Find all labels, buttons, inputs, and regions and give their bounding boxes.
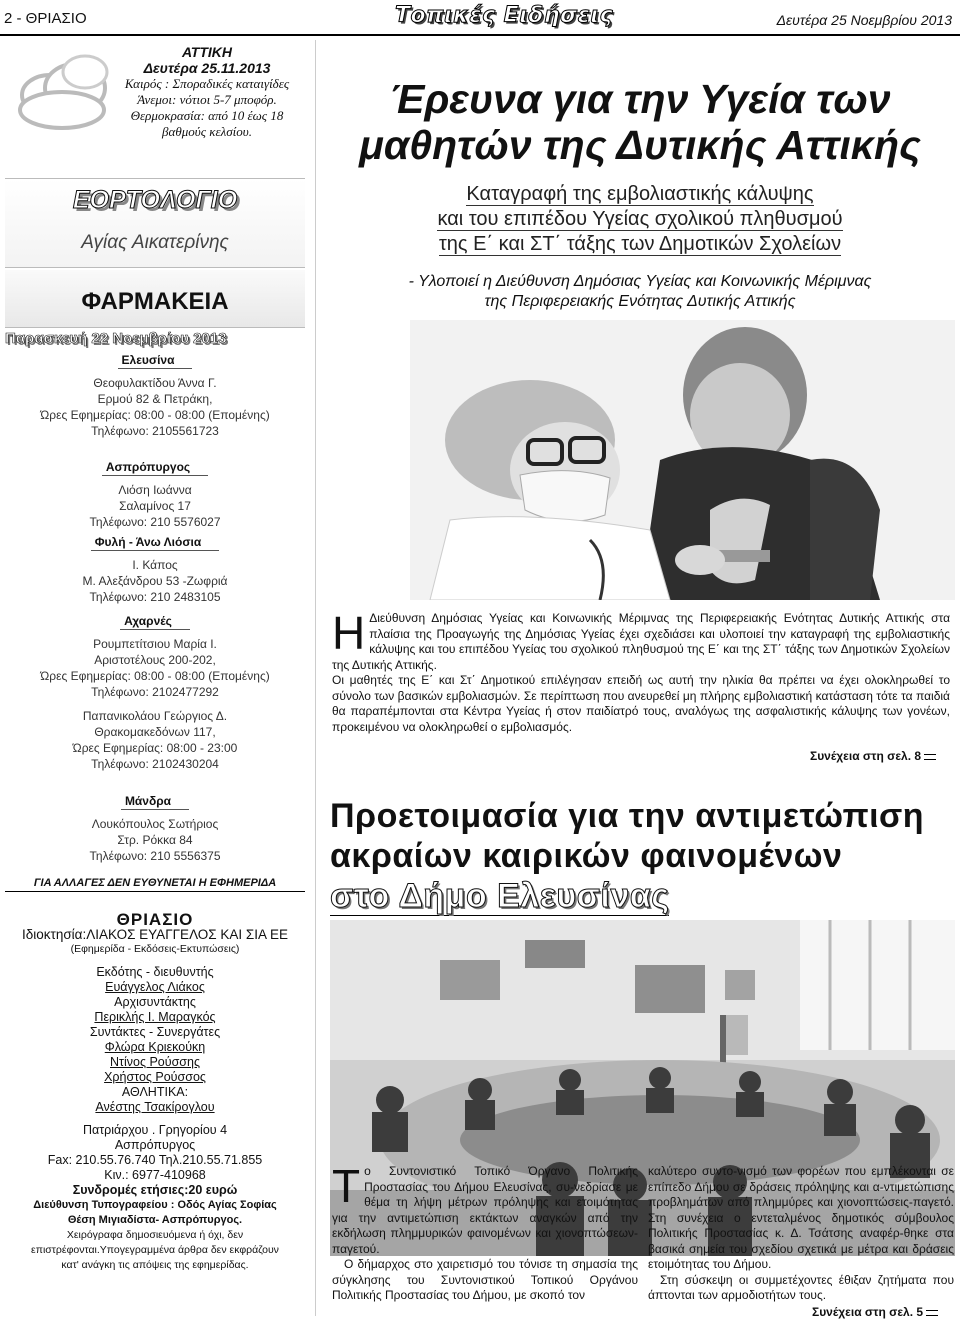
- writer: Φλώρα Κριεκούκη: [104, 1040, 206, 1054]
- paper-name: ΘΡΙΑΣΙΟ: [116, 910, 194, 929]
- fax-phone: Fax: 210.55.76.740 Τηλ.210.55.71.855: [47, 1153, 263, 1167]
- weather-line: Άνεμοι: νότιοι 5-7 μποφόρ.: [137, 92, 277, 107]
- section-title: Τοπικές Ειδήσεις: [395, 3, 614, 28]
- pharmacy-group: [5, 459, 305, 530]
- article1-credit: [340, 272, 940, 312]
- article1-headline: [330, 76, 950, 168]
- continued-marker: [926, 1310, 938, 1316]
- subheadline-line: και του επιπέδου Υγείας σχολικού πληθυσμού: [437, 208, 843, 230]
- pharmacy-area: Φυλή - Άνω Λιόσια: [91, 534, 220, 551]
- sports-label: ΑΘΛΗΤΙΚΑ:: [121, 1085, 189, 1099]
- pharmacy-line: Ώρες Εφημερίας: 08:00 - 08:00 (Επομένης): [40, 669, 270, 683]
- pharmacy-line: Τηλέφωνο: 210 2483105: [89, 590, 221, 604]
- address: Πατριάρχου . Γρηγορίου 4: [82, 1123, 228, 1137]
- pharmacy-line: Λουκόπουλος Σωτήριος: [91, 817, 219, 831]
- continued-marker: [924, 754, 936, 760]
- pharmacy-group: [5, 352, 305, 439]
- article2-paragraph: ο Συντονιστικό Τοπικό Όργανο Πολιτικής Προστασίας του Δήμου Ελευσίνας, συ-νεδρίασε με θέμα τη λήψη μέτρων πρόληψης και ετοιμότητας για την αντιμετώπιση εκτάκτων αναγκών από την εκδήλωση πλημμυρικών φαινομένων και χιονοπτώσεων-παγετού.: [332, 1164, 638, 1256]
- weather-date: Δευτέρα 25.11.2013: [143, 60, 271, 76]
- subheadline-line: Καταγραφή της εμβολιαστικής κάλυψης: [466, 183, 814, 205]
- eortologio-saint: Αγίας Αικατερίνης: [81, 232, 229, 253]
- address: Ασπρόπυργος: [114, 1138, 196, 1152]
- article1-paragraph: Οι μαθητές της Ε΄ και Στ΄ Δημοτικού επιλέγησαν επειδή ως αυτή την ηλικία θα πρέπει να έχει ολοκληρωθεί το σύνολο των βασικών εμβολιασμών. Σε περίπτωση που ανευρεθεί μη πλήρης εμβολιαστική κατάσταση τότε τα παιδιά θα παραπέμπονται στα Κέντρα Υγείας ή στον παιδίατρό τους, αναλόγως της ασφαλιστικής κάλυψης των γονέων, προκειμένου να ολοκληρωθεί ο εμβολιασμός.: [332, 673, 950, 734]
- headline-line: μαθητών της Δυτικής Αττικής: [359, 122, 921, 168]
- print-address: Διεύθυνση Τυπογραφείου : Οδός Αγίας Σοφίας: [33, 1199, 277, 1211]
- headline-line: Έρευνα για την Υγεία των: [389, 76, 891, 122]
- article2-dropcap: Τ: [332, 1160, 361, 1212]
- article2-paragraph: Ο δήμαρχος στο χαιρετισμό του τόνισε τη σημασία της σύγκλησης του Συντονιστικού Τοπικού Οργάνου Πολιτικής Προστασίας του Δήμου, με σκοπό τον: [332, 1257, 638, 1302]
- cloud-icon: [10, 40, 120, 140]
- pharmacy-line: Θρακομακεδόνων 117,: [94, 725, 216, 739]
- publisher-label: Εκδότης - διευθυντής: [96, 965, 214, 979]
- owner-sub: (Εφημερίδα - Εκδόσεις-Εκτυπώσεις): [70, 943, 240, 955]
- pharmacy-line: Τηλέφωνο: 2105561723: [91, 424, 219, 438]
- article2-column-1: [332, 1160, 638, 1304]
- imprint-block: [5, 912, 305, 1273]
- pharmacy-line: Παπανικολάου Γεώργιος Δ.: [82, 709, 228, 723]
- pharmacy-line: Λιόση Ιωάννα: [118, 483, 192, 497]
- owner: Ιδιοκτησία:ΛΙΑΚΟΣ ΕΥΑΓΓΕΛΟΣ ΚΑΙ ΣΙΑ ΕΕ: [21, 927, 289, 942]
- writers-label: Συντάκτες - Συνεργάτες: [89, 1025, 221, 1039]
- print-location: Θέση Μιγιαδίστα- Ασπρόπυργος.: [67, 1214, 243, 1226]
- continued-label: Συνέχεια στη σελ. 8: [810, 749, 922, 763]
- writer: Ντίνος Ρούσσης: [110, 1055, 200, 1069]
- credit-line: της Περιφερειακής Ενότητας Δυτικής Αττικής: [484, 293, 796, 310]
- continued-label: Συνέχεια στη σελ. 5: [812, 1305, 924, 1319]
- pharmacy-line: Ώρες Εφημερίας: 08:00 - 08:00 (Επομένης): [40, 408, 270, 422]
- issue-date: Δευτέρα 25 Νοεμβρίου 2013: [776, 12, 952, 28]
- pharmacy-line: Αριστοτέλους 200-202,: [94, 653, 216, 667]
- farmakeia-date: Παρασκευή 22 Νοεμβρίου 2013: [5, 330, 227, 347]
- editorial-note: ΓΙΑ ΑΛΛΑΓΕΣ ΔΕΝ ΕΥΘΥΝΕΤΑΙ Η ΕΦΗΜΕΡΙΔΑ: [5, 877, 305, 892]
- pharmacy-line: Τηλέφωνο: 2102430204: [91, 757, 219, 771]
- pharmacy-line: Ι. Κάπος: [132, 558, 178, 572]
- article1-paragraph: Διεύθυνση Δημόσιας Υγείας και Κοινωνικής Μέριμνας της Περιφερειακής Ενότητας Δυτικής Αττικής στα πλαίσια της Προαγωγής της Δημόσιας Υγείας έχει σχεδιάσει και υλοποιεί την καταγραφή της εμβολιαστικής κάλυψης και του επιπέδου Υγείας του σχολικού πληθυσμού της Ε΄ και της ΣΤ΄ τάξης των Δημοτικών Σχολείων της Δυτικής Αττικής.: [332, 611, 950, 672]
- disclaimer: Χειρόγραφα δημοσιευόμενα ή όχι, δεν: [66, 1229, 244, 1241]
- article1-continued: [810, 749, 939, 763]
- farmakeia-title: ΦΑΡΜΑΚΕΙΑ: [81, 288, 229, 315]
- disclaimer: επιστρέφονται.Υπογεγραμμένα άρθρα δεν εκφράζουν: [31, 1244, 279, 1256]
- pharmacy-group: [5, 534, 305, 605]
- article2-paragraph: καλύτερο συντο-νισμό των φορέων που εμπλέκονται σε επίπεδο Δήμου σε δράσεις πρόληψης και α-ντιμετώπισης προβλημάτων από πλημμύρες και χιονοπτώσεις-παγετό. Στη συνέχεια ο εντεταλμένος δημοτικός σύμβουλος Πολιτικής Προστασίας κ. Δ. Τσάτσης αναφέρ-θηκε στα βασικά σημεία του σχεδίου σχετικά με μέτρα και δράσεις ετοιμότητας του Δήμου.: [648, 1164, 954, 1271]
- header-rule: [0, 34, 960, 36]
- headline-line: [330, 876, 950, 916]
- subscription: Συνδρομές ετήσιες:20 ευρώ: [72, 1183, 238, 1197]
- vaccination-photo: [410, 320, 955, 600]
- headline-line: ακραίων καιρικών φαινομένων: [330, 837, 843, 875]
- headline-line: Προετοιμασία για την αντιμετώπιση: [330, 797, 925, 835]
- eortologio-title: ΕΟΡΤΟΛΟΓΙΟ: [72, 186, 238, 214]
- subheadline-line: της Ε΄ και ΣΤ΄ τάξης των Δημοτικών Σχολείων: [438, 233, 842, 255]
- column-rule: [315, 40, 316, 1316]
- pharmacy-line: Ερμού 82 & Πετράκη,: [97, 392, 213, 406]
- pharmacy-line: Τηλέφωνο: 210 5556375: [89, 849, 221, 863]
- mobile-phone: Κιν.: 6977-410968: [104, 1168, 206, 1182]
- pharmacy-area: Ελευσίνα: [118, 352, 193, 369]
- disclaimer: κατ' ανάγκη τις απόψεις της εφημερίδας.: [61, 1259, 249, 1271]
- sports-editor: Ανέστης Τσακίρογλου: [95, 1100, 215, 1114]
- article2-headline: [330, 796, 950, 916]
- pharmacy-area: Αχαρνές: [120, 613, 190, 630]
- article1-dropcap: Η: [332, 607, 366, 659]
- weather-panel: [112, 44, 302, 140]
- credit-line: - Υλοποιεί η Διεύθυνση Δημόσιας Υγείας και Κοινωνικής Μέριμνας: [408, 273, 872, 290]
- article2-column-2: [648, 1164, 954, 1304]
- pharmacy-line: Θεοφυλακτίδου Άννα Γ.: [93, 376, 217, 390]
- weather-line: Καιρός : Σποραδικές καταιγίδες: [124, 76, 290, 91]
- weather-line: βαθμούς κελσίου.: [162, 124, 252, 139]
- pharmacy-group: [5, 793, 305, 864]
- writer: Χρήστος Ρούσσος: [104, 1070, 206, 1084]
- page-number-label: 2 - ΘΡΙΑΣΙΟ: [4, 10, 87, 27]
- article2-paragraph: Στη σύσκεψη οι συμμετέχοντες έθιξαν ζητήματα που άπτονται των αρμοδιοτήτων τους.: [648, 1272, 954, 1302]
- weather-line: Θερμοκρασία: από 10 έως 18: [130, 108, 284, 123]
- article1-body: [332, 607, 950, 735]
- pharmacy-line: Στρ. Ρόκκα 84: [117, 833, 193, 847]
- pharmacy-line: Μ. Αλεξάνδρου 53 -Ζωφριά: [82, 574, 228, 588]
- pharmacy-line: Ρουμπετίτσιου Μαρία Ι.: [93, 637, 217, 651]
- publisher: Ευάγγελος Λιάκος: [105, 980, 205, 994]
- editor: Περικλής Ι. Μαραγκός: [94, 1010, 216, 1024]
- pharmacy-group: [5, 613, 305, 772]
- pharmacy-line: Τηλέφωνο: 210 5576027: [89, 515, 221, 529]
- editor-label: Αρχισυντάκτης: [114, 995, 196, 1009]
- pharmacy-spacer: [5, 700, 305, 708]
- headline-line-3: στο Δήμο Ελευσίνας: [330, 877, 670, 915]
- weather-region: ΑΤΤΙΚΗ: [181, 44, 233, 60]
- pharmacy-area: Μάνδρα: [121, 793, 189, 810]
- pharmacy-line: Ώρες Εφημερίας: 08:00 - 23:00: [72, 741, 238, 755]
- article2-continued: [812, 1305, 941, 1319]
- article1-subheadline: [350, 182, 930, 257]
- pharmacy-line: Τηλέφωνο: 2102477292: [91, 685, 219, 699]
- pharmacy-line: Σαλαμίνος 17: [119, 499, 191, 513]
- pharmacy-area: Ασπρόπυργος: [102, 459, 208, 476]
